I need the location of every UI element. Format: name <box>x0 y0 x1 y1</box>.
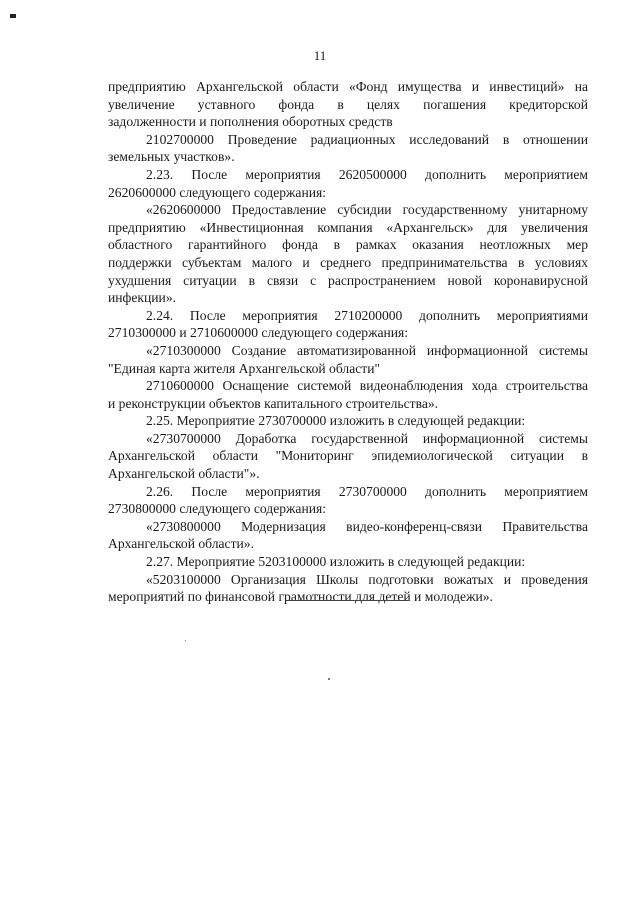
text-line: и реконструкции объектов капитального строительства». <box>108 395 439 411</box>
scan-speck <box>328 678 330 680</box>
text-line: Архангельской области "Мониторинг эпидемиологической ситуации в <box>108 448 588 464</box>
text-line: ухудшения ситуации в связи с распространением новой коронавирусной <box>108 272 588 288</box>
text-line: 2.24. После мероприятия 2710200000 дополнить мероприятиями <box>146 307 588 323</box>
text-line: областного гарантийного фонда в рамках оказания неотложных мер <box>108 237 588 253</box>
scan-speck <box>185 640 186 641</box>
text-line: 2710600000 Оснащение системой видеонаблюдения хода строительства <box>146 378 588 394</box>
text-line: 2102700000 Проведение радиационных исследований в отношении <box>146 131 588 147</box>
text-line: 2620600000 следующего содержания: <box>108 184 327 200</box>
text-line: 2.26. После мероприятия 2730700000 дополнить мероприятием <box>146 483 588 499</box>
document-body <box>108 78 588 606</box>
text-line: «2710300000 Создание автоматизированной информационной системы <box>146 342 588 358</box>
text-line: земельных участков». <box>108 149 235 165</box>
text-line: «2730700000 Доработка государственной информационной системы <box>146 430 588 446</box>
text-line: предприятию «Инвестиционная компания «Архангельск» для увеличения <box>108 219 588 235</box>
end-separator-line <box>286 600 408 601</box>
text-line: Архангельской области». <box>108 536 255 552</box>
text-line: 2.25. Мероприятие 2730700000 изложить в следующей редакции: <box>146 413 526 429</box>
text-line: «2730800000 Модернизация видео-конференц-связи Правительства <box>146 518 588 534</box>
page-number: 11 <box>313 48 327 63</box>
text-line: предприятию Архангельской области «Фонд имущества и инвестиций» на <box>108 79 588 94</box>
scan-mark <box>10 14 16 18</box>
text-line: 2710300000 и 2710600000 следующего содержания: <box>108 325 409 341</box>
text-line: поддержки субъектам малого и среднего предпринимательства в условиях <box>108 254 588 270</box>
text-line: 2.27. Мероприятие 5203100000 изложить в следующей редакции: <box>146 554 526 570</box>
text-line: мероприятий по финансовой грамотности для детей и молодежи». <box>108 589 493 605</box>
text-line: «5203100000 Организация Школы подготовки вожатых и проведения <box>146 571 588 587</box>
text-line: «2620600000 Предоставление субсидии государственному унитарному <box>146 202 588 218</box>
text-line: Архангельской области"». <box>108 466 260 482</box>
text-line: 2730800000 следующего содержания: <box>108 501 327 517</box>
text-line: инфекции». <box>108 290 177 306</box>
text-line: 2.23. После мероприятия 2620500000 дополнить мероприятием <box>146 166 588 182</box>
text-line: увеличение уставного фонда в целях погашения кредиторской <box>108 96 588 112</box>
text-line: задолженности и пополнения оборотных средств <box>108 114 393 130</box>
text-line: "Единая карта жителя Архангельской области" <box>108 360 381 376</box>
